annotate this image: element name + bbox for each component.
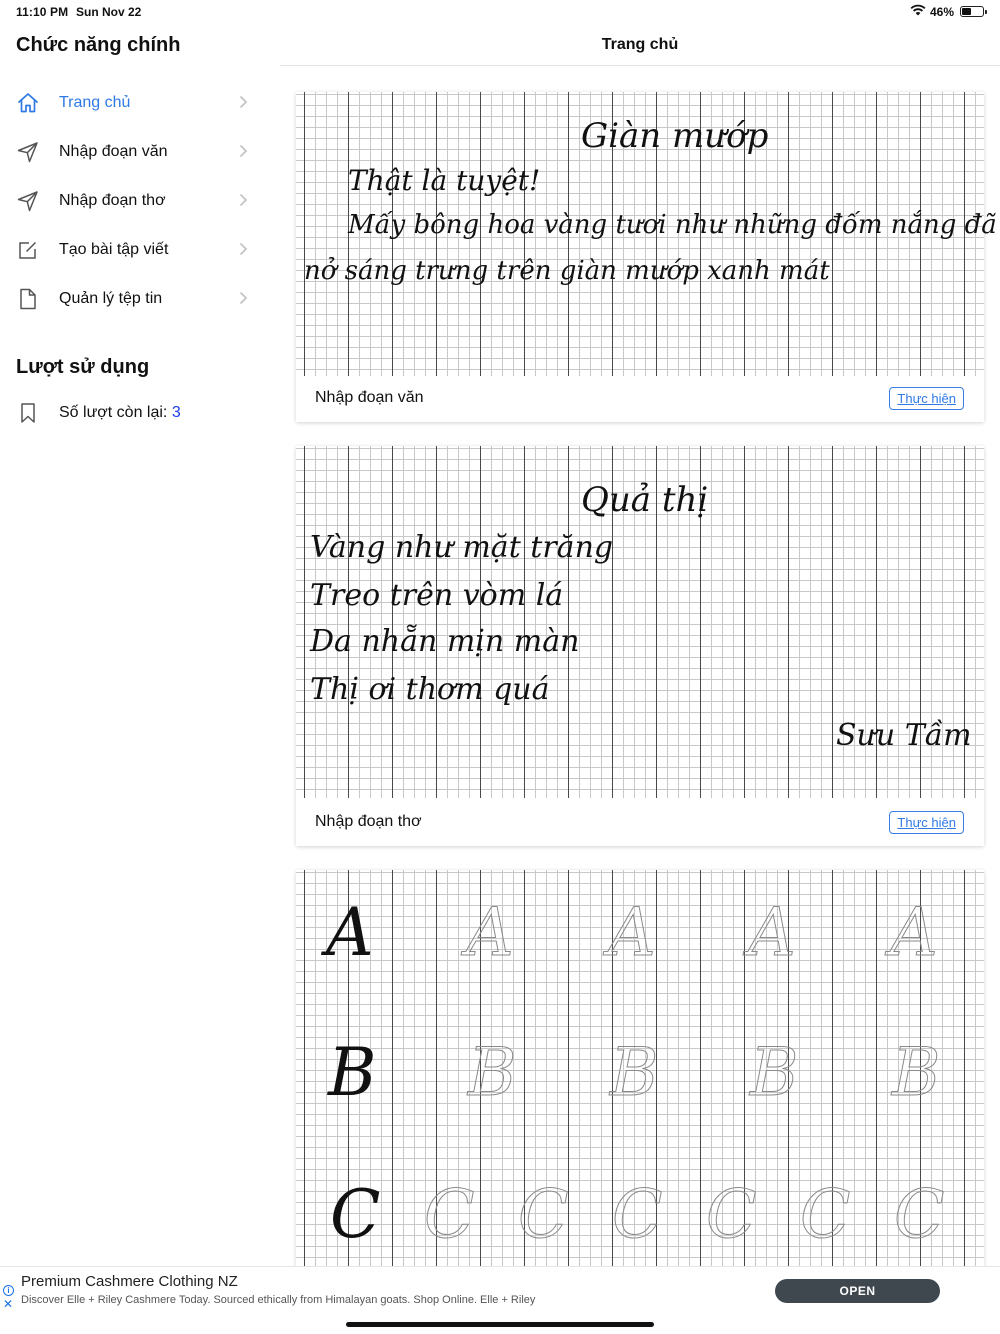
status-bar <box>0 0 1000 26</box>
sidebar-item-label: Nhập đoạn văn <box>59 142 168 160</box>
card-poem[interactable] <box>296 446 984 846</box>
paper-plane-icon <box>16 140 40 164</box>
letter-glyph: C <box>330 1176 381 1253</box>
sidebar-item-label: Trang chủ <box>59 93 131 111</box>
letter-trace: B <box>468 1034 517 1111</box>
sidebar-item-paragraph[interactable] <box>0 127 280 176</box>
sample-title: Quả thị <box>581 480 709 520</box>
status-indicators <box>910 4 984 19</box>
usage-label <box>59 404 181 422</box>
sidebar-title: Chức năng chính <box>16 34 181 56</box>
sample-title: Giàn mướp <box>581 116 769 156</box>
battery-icon <box>960 6 984 17</box>
letter-trace: B <box>750 1034 799 1111</box>
letter-trace: C <box>706 1176 757 1253</box>
usage-title: Lượt sử dụng <box>16 356 150 378</box>
main-content <box>280 26 1000 1266</box>
sidebar-item-poem[interactable] <box>0 176 280 225</box>
home-indicator[interactable] <box>346 1322 654 1327</box>
letter-trace: C <box>518 1176 569 1253</box>
sample-line: Thị ơi thơm quá <box>310 672 550 707</box>
sidebar-item-label: Quản lý tệp tin <box>59 289 163 307</box>
letter-trace: C <box>424 1176 475 1253</box>
sidebar-menu <box>0 78 280 323</box>
sample-line: Mấy bông hoa vàng tươi như những đốm nắng đã <box>348 210 997 240</box>
usage-remaining-label: Số lượt còn lại: <box>59 404 172 421</box>
letter-trace: C <box>800 1176 851 1253</box>
wifi-icon <box>910 4 926 19</box>
sample-line: Da nhẵn mịn màn <box>310 624 580 659</box>
card-footer <box>296 376 984 422</box>
perform-button[interactable]: Thực hiện <box>889 811 964 834</box>
letter-trace: B <box>610 1034 659 1111</box>
card-letter-practice[interactable] <box>296 870 984 1266</box>
ad-banner[interactable] <box>0 1266 1000 1314</box>
bookmark-icon <box>16 401 40 425</box>
status-time: 11:10 PM <box>16 5 69 19</box>
letter-trace: C <box>612 1176 663 1253</box>
sample-line: Vàng như mặt trăng <box>310 530 614 565</box>
sample-line: Treo trên vòm lá <box>310 578 564 613</box>
battery-percent: 46% <box>929 4 954 19</box>
document-icon <box>16 287 40 311</box>
handwriting-preview <box>296 446 984 798</box>
card-paragraph[interactable] <box>296 92 997 422</box>
chevron-right-icon <box>236 242 250 256</box>
sidebar-item-label: Tạo bài tập viết <box>59 240 169 258</box>
card-label: Nhập đoạn thơ <box>315 813 422 830</box>
ad-title: Premium Cashmere Clothing NZ <box>21 1273 238 1290</box>
chevron-right-icon <box>236 193 250 207</box>
letter-trace: A <box>608 894 656 971</box>
letter-glyph: B <box>328 1034 377 1111</box>
sidebar-item-label: Nhập đoạn thơ <box>59 191 166 209</box>
sample-line: nở sáng trưng trên giàn mướp xanh mát <box>304 256 830 286</box>
card-label: Nhập đoạn văn <box>315 389 424 406</box>
handwriting-preview <box>296 870 984 1266</box>
ad-description: Discover Elle + Riley Cashmere Today. Sourced ethically from Himalayan goats. Shop Online. Elle + Riley <box>21 1294 536 1306</box>
sidebar-item-create-exercise[interactable] <box>0 225 280 274</box>
handwriting-preview <box>296 92 997 376</box>
chevron-right-icon <box>236 95 250 109</box>
info-icon[interactable]: i <box>3 1285 14 1296</box>
chevron-right-icon <box>236 291 250 305</box>
sidebar-item-home[interactable] <box>0 78 280 127</box>
letter-glyph: A <box>326 894 374 971</box>
paper-plane-icon <box>16 189 40 213</box>
sample-line: Thật là tuyệt! <box>348 164 541 197</box>
usage-count: 3 <box>171 404 181 421</box>
letter-trace: B <box>892 1034 941 1111</box>
compose-icon <box>16 238 40 262</box>
status-date: Sun Nov 22 <box>76 5 142 19</box>
page-title: Trang chủ <box>280 26 1000 66</box>
sidebar-item-files[interactable] <box>0 274 280 323</box>
perform-button[interactable]: Thực hiện <box>889 387 964 410</box>
ad-open-button[interactable]: OPEN <box>775 1279 940 1303</box>
sidebar <box>0 26 280 1266</box>
house-icon <box>16 91 40 115</box>
sample-author: Sưu Tầm <box>836 718 972 753</box>
letter-trace: A <box>748 894 796 971</box>
chevron-right-icon <box>236 144 250 158</box>
letter-trace: A <box>890 894 938 971</box>
close-icon[interactable]: ✕ <box>3 1297 14 1311</box>
letter-trace: A <box>466 894 514 971</box>
card-footer <box>296 800 984 846</box>
letter-trace: C <box>894 1176 945 1253</box>
usage-remaining <box>0 396 280 430</box>
